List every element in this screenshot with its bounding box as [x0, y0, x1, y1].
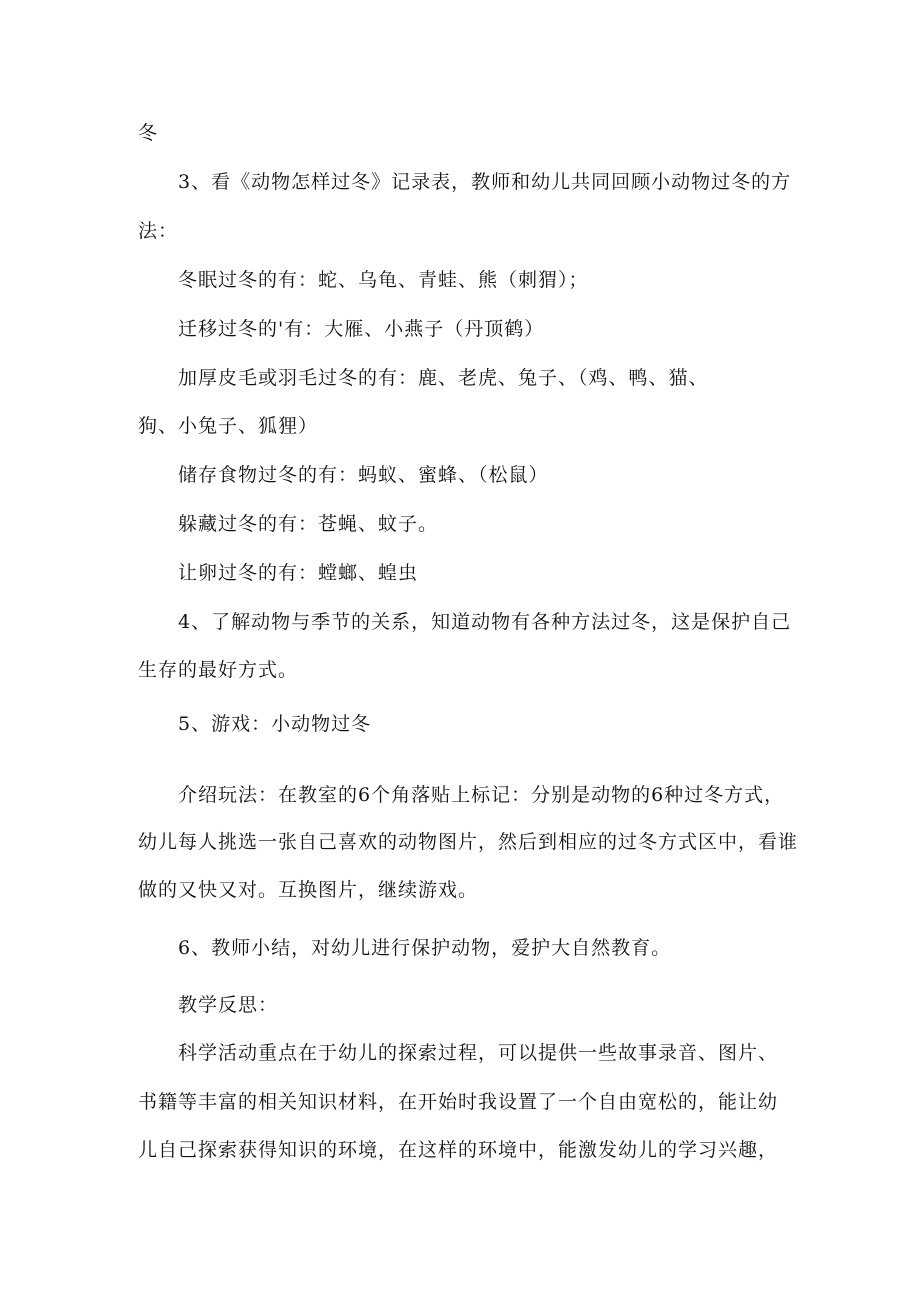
text-line: 6、教师小结，对幼儿进行保护动物，爱护大自然教育。 — [178, 937, 672, 959]
text-line: 让卵过冬的有：螳螂、蝗虫 — [178, 562, 419, 584]
text-line: 冬眠过冬的有：蛇、乌龟、青蛙、熊（刺猬）； — [178, 269, 589, 291]
text-line: 法： — [138, 220, 179, 242]
text-line: 4、了解动物与季节的关系，知道动物有各种方法过冬，这是保护自己 — [178, 611, 792, 633]
text-line: 儿自己探索获得知识的环境，在这样的环境中，能激发幼儿的学习兴趣， — [138, 1139, 779, 1161]
text-line: 狗、小兔子、狐狸） — [138, 415, 319, 437]
text-line: 书籍等丰富的相关知识材料，在开始时我设置了一个自由宽松的，能让幼 — [138, 1091, 779, 1113]
text-line: 科学活动重点在于幼儿的探索过程，可以提供一些故事录音、图片、 — [178, 1042, 779, 1064]
text-line: 幼儿每人挑选一张自己喜欢的动物图片，然后到相应的过冬方式区中，看谁 — [138, 831, 799, 853]
text-line: 介绍玩法：在教室的6个角落贴上标记：分别是动物的6种过冬方式， — [178, 784, 785, 806]
text-line: 躲藏过冬的有：苍蝇、蚊子。 — [178, 513, 439, 535]
text-line: 储存食物过冬的有：蚂蚁、蜜蜂、（松鼠） — [178, 464, 549, 486]
section-heading: 教学反思： — [178, 994, 279, 1016]
text-line: 迁移过冬的'有：大雁、小燕子（丹顶鹤） — [178, 318, 545, 340]
text-line: 冬 — [138, 122, 159, 144]
text-line: 3、看《动物怎样过冬》记录表，教师和幼儿共同回顾小动物过冬的方 — [178, 171, 792, 193]
text-line: 生存的最好方式。 — [138, 659, 299, 681]
text-line: 做的又快又对。互换图片，继续游戏。 — [138, 879, 479, 901]
section-heading: 5、游戏：小动物过冬 — [178, 713, 372, 735]
text-line: 加厚皮毛或羽毛过冬的有：鹿、老虎、兔子、（鸡、鸭、猫、 — [178, 367, 709, 389]
